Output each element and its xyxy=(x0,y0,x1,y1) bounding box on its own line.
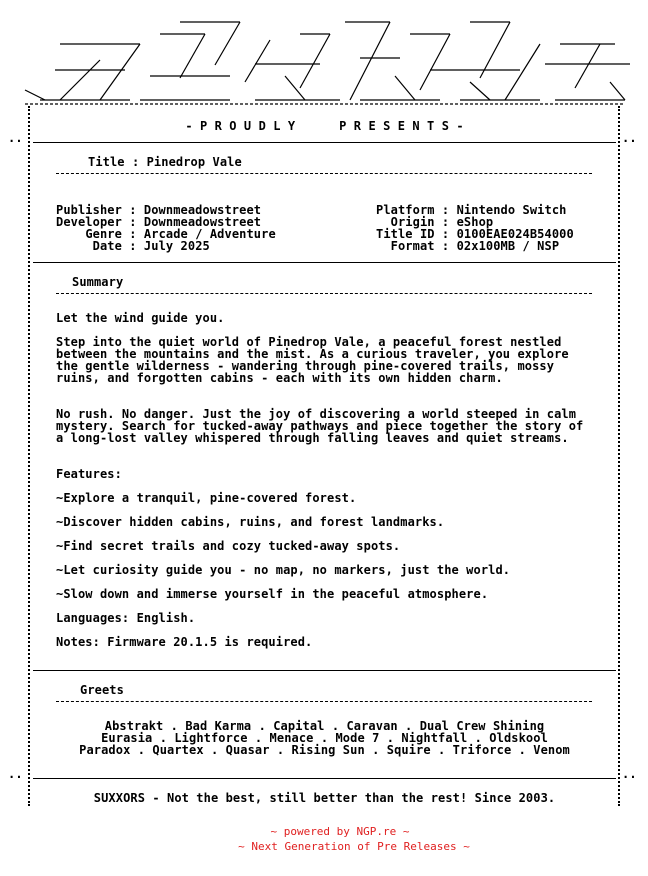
platform-value: Nintendo Switch xyxy=(456,203,567,217)
origin-label: Origin xyxy=(390,215,435,229)
feature-item: ~Let curiosity guide you - no map, no markers, just the world. xyxy=(56,563,511,577)
origin-row: Origin : eShop xyxy=(390,215,494,229)
date-value: July 2025 xyxy=(143,239,210,253)
origin-value: eShop xyxy=(456,215,494,229)
summary-tagline: Let the wind guide you. xyxy=(56,311,225,325)
date-row: Date : July 2025 xyxy=(92,239,210,253)
frame-corner-right-bottom: .. xyxy=(622,767,637,781)
feature-item: ~Slow down and immerse yourself in the peaceful atmosphere. xyxy=(56,587,489,601)
powered-by-link[interactable]: ~ powered by NGP.re ~ xyxy=(270,825,410,838)
publisher-label: Publisher xyxy=(56,203,122,217)
platform-label: Platform xyxy=(376,203,435,217)
title-value: Pinedrop Vale xyxy=(146,155,242,169)
frame-corner-left-bottom: .. xyxy=(8,767,23,781)
divider-greets xyxy=(33,778,616,779)
feature-item: ~Explore a tranquil, pine-covered forest. xyxy=(56,491,357,505)
summary-heading: Summary xyxy=(72,275,124,289)
developer-row: Developer : Downmeadowstreet xyxy=(56,215,262,229)
info-right xyxy=(376,192,574,264)
info-left xyxy=(56,192,276,264)
frame-corner-left-top: .. xyxy=(8,131,23,145)
summary-paragraph-1: Step into the quiet world of Pinedrop Vale, a peaceful forest nestled between the mountains and the mist. As a curious traveler, you explore the gentle wilderness - wandering through pine-covered trails, mossy ruins, and forgotten cabins - each with its own hidden charm. xyxy=(56,335,569,385)
presents-banner: - P R O U D L Y P R E S E N T S - xyxy=(185,119,464,133)
genre-value: Arcade / Adventure xyxy=(143,227,276,241)
title-label: Title xyxy=(88,155,125,169)
group-tagline: SUXXORS - Not the best, still better than the rest! Since 2003. xyxy=(93,791,556,805)
features-label: Features: xyxy=(56,467,122,481)
frame-left-border xyxy=(28,106,30,806)
frame-corner-right-top: .. xyxy=(622,131,637,145)
format-value: 02x100MB / NSP xyxy=(456,239,560,253)
format-row: Format : 02x100MB / NSP xyxy=(390,239,560,253)
feature-item: ~Discover hidden cabins, ruins, and forest landmarks. xyxy=(56,515,445,529)
summary-underline xyxy=(56,293,592,294)
developer-value: Downmeadowstreet xyxy=(143,215,262,229)
divider-info xyxy=(33,262,616,263)
developer-label: Developer xyxy=(56,215,122,229)
summary-paragraph-2: No rush. No danger. Just the joy of discovering a world steeped in calm mystery. Search for tucked-away pathways and piece together the story of a long-lost valley whispered through falling leaves and quiet streams. xyxy=(56,407,584,445)
format-label: Format xyxy=(390,239,435,253)
divider-summary xyxy=(33,670,616,671)
notes-line: Notes: Firmware 20.1.5 is required. xyxy=(56,635,313,649)
genre-row: Genre : Arcade / Adventure xyxy=(85,227,276,241)
suxxors-ascii-logo xyxy=(0,0,648,118)
title-underline xyxy=(56,173,592,174)
platform-row: Platform : Nintendo Switch xyxy=(376,203,567,217)
frame-right-border xyxy=(618,106,620,806)
publisher-value: Downmeadowstreet xyxy=(143,203,262,217)
greets-line-3: Paradox . Quartex . Quasar . Rising Sun . Squire . Triforce . Venom xyxy=(79,743,570,757)
title-row: Title : Pinedrop Vale xyxy=(88,155,242,169)
greets-line-2: Eurasia . Lightforce . Menace . Mode 7 . Nightfall . Oldskool xyxy=(101,731,548,745)
titleid-row: Title ID : 0100EAE024B54000 xyxy=(376,227,574,241)
greets-line-1: Abstrakt . Bad Karma . Capital . Caravan . Dual Crew Shining xyxy=(104,719,545,733)
date-label: Date xyxy=(92,239,122,253)
languages-line: Languages: English. xyxy=(56,611,196,625)
greets-heading: Greets xyxy=(80,683,124,697)
genre-label: Genre xyxy=(85,227,122,241)
ngp-tagline: ~ Next Generation of Pre Releases ~ xyxy=(238,840,470,853)
titleid-label: Title ID xyxy=(376,227,435,241)
feature-item: ~Find secret trails and cozy tucked-away spots. xyxy=(56,539,401,553)
divider-top xyxy=(33,142,616,143)
publisher-row: Publisher : Downmeadowstreet xyxy=(56,203,262,217)
titleid-value: 0100EAE024B54000 xyxy=(456,227,574,241)
greets-underline xyxy=(56,701,592,702)
